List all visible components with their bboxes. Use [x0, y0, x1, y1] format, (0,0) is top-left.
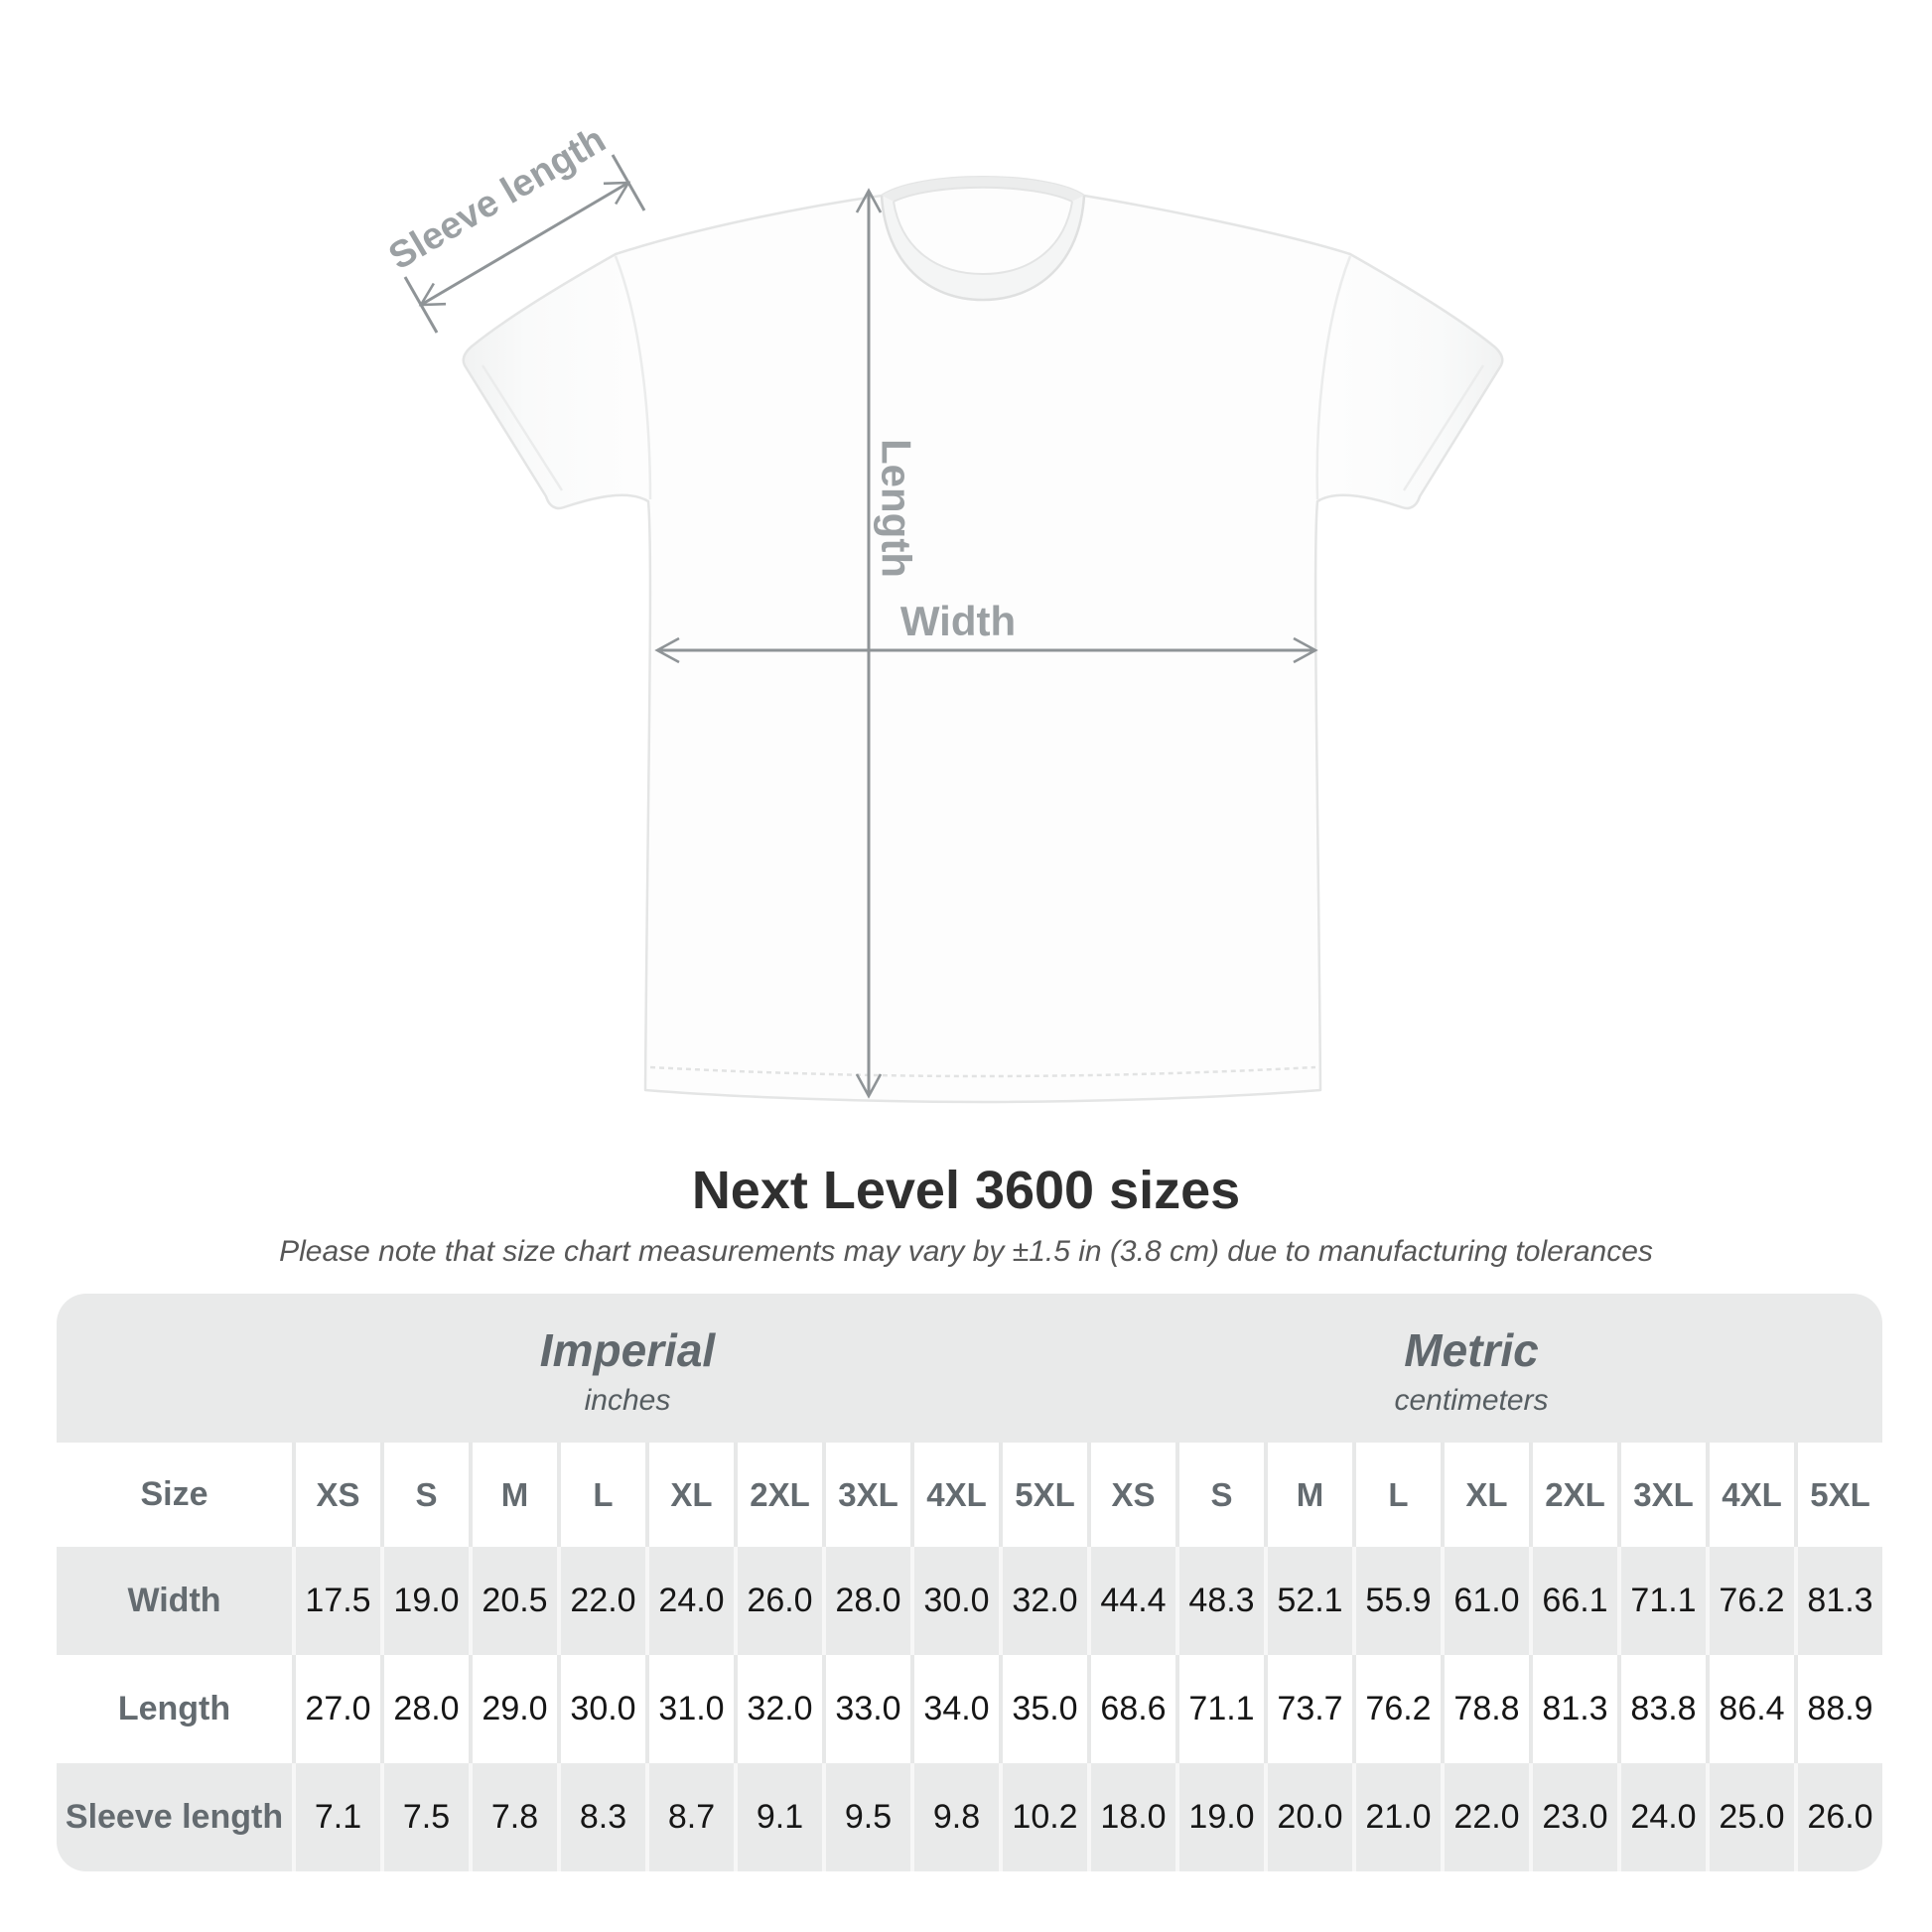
measurement-value: 21.0: [1352, 1763, 1441, 1871]
measurement-value: 76.2: [1352, 1655, 1441, 1763]
size-column-header: 3XL: [1617, 1443, 1706, 1547]
measurement-row-label: Width: [127, 1582, 221, 1619]
measurement-value: 61.0: [1441, 1547, 1529, 1655]
measurement-value: 19.0: [380, 1547, 469, 1655]
measurement-value: 55.9: [1352, 1547, 1441, 1655]
measurement-value: 7.1: [292, 1763, 380, 1871]
measurement-value: 48.3: [1175, 1547, 1264, 1655]
measurement-value: 8.7: [645, 1763, 734, 1871]
measurement-value: 26.0: [734, 1547, 822, 1655]
length-dimension-label: Length: [873, 439, 920, 578]
tolerance-note: Please note that size chart measurements may vary by ±1.5 in (3.8 cm) due to manufacturing tolerances: [279, 1235, 1653, 1269]
size-column-header: 4XL: [910, 1443, 999, 1547]
size-column-header: L: [1352, 1443, 1441, 1547]
size-column-header: 4XL: [1706, 1443, 1794, 1547]
size-column-header: 5XL: [999, 1443, 1087, 1547]
metric-unit-subtitle: centimeters: [1394, 1383, 1549, 1417]
metric-unit-header: [1394, 1294, 1548, 1443]
measurement-value: 68.6: [1087, 1655, 1175, 1763]
dimension-end-tick: [613, 155, 644, 210]
measurement-value: 34.0: [910, 1655, 999, 1763]
imperial-unit-header: [540, 1294, 715, 1443]
measurement-value: 7.5: [380, 1763, 469, 1871]
size-column-header: XS: [1087, 1443, 1175, 1547]
table-row: [57, 1655, 1882, 1763]
measurement-value: 83.8: [1617, 1655, 1706, 1763]
width-dimension-label: Width: [899, 598, 1017, 644]
measurement-value: 22.0: [557, 1547, 645, 1655]
measurement-row-label: Length: [117, 1690, 231, 1727]
measurement-value: 9.1: [734, 1763, 822, 1871]
size-column-header: XL: [645, 1443, 734, 1547]
size-column-header: S: [1175, 1443, 1264, 1547]
size-column-header: M: [1264, 1443, 1352, 1547]
measurement-row-label: Sleeve length: [65, 1798, 284, 1836]
measurement-value: 25.0: [1706, 1763, 1794, 1871]
measurement-value: 19.0: [1175, 1763, 1264, 1871]
table-row: [57, 1763, 1882, 1871]
page-title: Next Level 3600 sizes: [691, 1161, 1241, 1220]
measurement-value: 88.9: [1794, 1655, 1882, 1763]
measurement-value: 33.0: [822, 1655, 910, 1763]
size-chart-table: [57, 1294, 1882, 1871]
sleeve-length-dimension-label: Sleeve length: [381, 118, 614, 279]
imperial-unit-title: Imperial: [539, 1323, 716, 1376]
measurement-value: 66.1: [1529, 1547, 1617, 1655]
measurement-value: 81.3: [1794, 1547, 1882, 1655]
measurement-value: 71.1: [1175, 1655, 1264, 1763]
measurement-value: 76.2: [1706, 1547, 1794, 1655]
measurement-value: 8.3: [557, 1763, 645, 1871]
measurement-value: 18.0: [1087, 1763, 1175, 1871]
measurement-value: 86.4: [1706, 1655, 1794, 1763]
measurement-value: 30.0: [910, 1547, 999, 1655]
size-column-header: XL: [1441, 1443, 1529, 1547]
measurement-value: 32.0: [734, 1655, 822, 1763]
size-header-label: Size: [140, 1475, 208, 1513]
measurement-value: 22.0: [1441, 1763, 1529, 1871]
measurement-value: 30.0: [557, 1655, 645, 1763]
measurement-value: 28.0: [822, 1547, 910, 1655]
measurement-value: 28.0: [380, 1655, 469, 1763]
measurement-value: 9.5: [822, 1763, 910, 1871]
measurement-value: 26.0: [1794, 1763, 1882, 1871]
size-column-header: 2XL: [734, 1443, 822, 1547]
measurement-value: 10.2: [999, 1763, 1087, 1871]
measurement-value: 24.0: [645, 1547, 734, 1655]
size-column-header: M: [469, 1443, 557, 1547]
measurement-value: 9.8: [910, 1763, 999, 1871]
measurement-value: 20.0: [1264, 1763, 1352, 1871]
size-column-header: S: [380, 1443, 469, 1547]
measurement-value: 44.4: [1087, 1547, 1175, 1655]
measurement-value: 20.5: [469, 1547, 557, 1655]
size-column-header: L: [557, 1443, 645, 1547]
size-column-header: 3XL: [822, 1443, 910, 1547]
measurement-value: 81.3: [1529, 1655, 1617, 1763]
measurement-value: 32.0: [999, 1547, 1087, 1655]
measurement-value: 78.8: [1441, 1655, 1529, 1763]
measurement-value: 7.8: [469, 1763, 557, 1871]
unit-header-band: [57, 1294, 1882, 1443]
measurement-value: 73.7: [1264, 1655, 1352, 1763]
heading-block: [0, 1160, 1932, 1269]
measurement-value: 71.1: [1617, 1547, 1706, 1655]
measurement-value: 17.5: [292, 1547, 380, 1655]
dimension-end-tick: [405, 277, 437, 333]
size-column-header: 5XL: [1794, 1443, 1882, 1547]
size-column-header: XS: [292, 1443, 380, 1547]
measurement-value: 24.0: [1617, 1763, 1706, 1871]
measurement-value: 52.1: [1264, 1547, 1352, 1655]
imperial-unit-subtitle: inches: [584, 1383, 671, 1417]
measurement-value: 23.0: [1529, 1763, 1617, 1871]
measurement-value: 29.0: [469, 1655, 557, 1763]
table-row: [57, 1547, 1882, 1655]
measurement-value: 35.0: [999, 1655, 1087, 1763]
measurement-value: 31.0: [645, 1655, 734, 1763]
size-column-header: 2XL: [1529, 1443, 1617, 1547]
size-header-row: [57, 1443, 1882, 1547]
table-body: [57, 1547, 1882, 1871]
measurement-value: 27.0: [292, 1655, 380, 1763]
metric-unit-title: Metric: [1404, 1323, 1539, 1376]
